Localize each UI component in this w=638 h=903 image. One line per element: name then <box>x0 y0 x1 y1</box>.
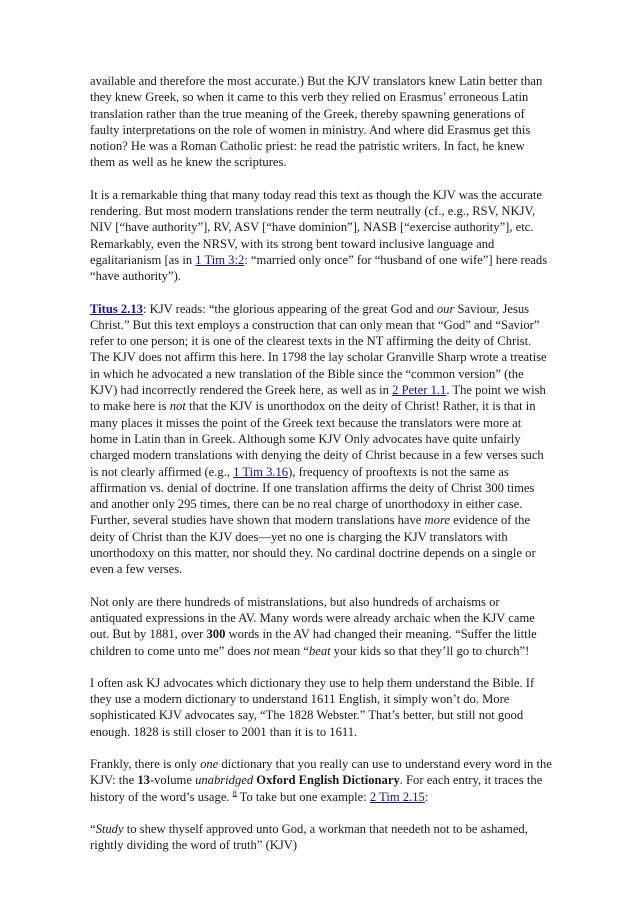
paragraph-1-text: available and therefore the most accurate.) But the KJV translators knew Latin better than they knew Greek, so when it came to this verb they relied on Erasmus’ erroneous Latin translation rather than the true meaning of the Greek, thereby spawning generations of faulty interpretations on the role of women in ministry. And where did Erasmus get this notion? He was a Roman Catholic priest: he read the patristic writers. In fact, he knew them as well as he knew the scriptures. <box>90 74 543 170</box>
paragraph-2-text: It is a remarkable thing that many today read this text as though the KJV was the accurate rendering. But most modern translations render the term neutrally (cf., e.g., RSV, NKJV, NIV [“have authority”], RV, ASV [“have dominion”], NASB [“exercise authority”], etc. Remarkably, even the NRSV, with its strong bent toward inclusive language and egalitarianism [as in <box>90 187 542 267</box>
link-1-tim-3-2[interactable]: 1 Tim 3:2 <box>195 252 245 267</box>
text-span: . For each entry, it traces the history of the word’s usage. <box>90 773 543 804</box>
text-span: mean “ <box>269 643 309 658</box>
text-span: dictionary that you really can use to understand every word in the KJV: the <box>90 756 552 788</box>
emphasis-our: our <box>436 301 455 316</box>
bold-13: 13 <box>137 773 150 788</box>
text-span: Saviour, Jesus Christ.” But this text employs a construction that can only mean that “God” and “Savior” refer to one person; it is one of the clearest texts in the NT affirming the deity of Christ. The KJV does not affirm this here. In 1798 the lay scholar Granville Sharp wrote a treatise in which he advocated a new translation of the Bible since the “common version” (the KJV) had incorrectly rendered the Greek here, as well as in <box>90 301 547 398</box>
link-2-tim-2-15[interactable]: 2 Tim 2.15 <box>369 789 425 804</box>
emphasis-more: more <box>424 513 450 528</box>
emphasis-not: not <box>253 643 270 658</box>
text-span: Not only are there hundreds of mistranslations, but also hundreds of archaisms or antiquated expressions in the AV. Many words were already archaic when the KJV came out. But by 1881, over <box>90 594 535 642</box>
emphasis-one: one <box>200 756 219 771</box>
emphasis-beat: beat <box>308 643 331 658</box>
paragraph-6 <box>90 756 552 805</box>
text-span: . The point we wish to make here is <box>90 383 546 414</box>
emphasis-not: not <box>169 399 186 414</box>
footnote-8-link[interactable]: 8 <box>232 788 237 798</box>
text-span: : KJV reads: “the glorious appearing of the great God and <box>142 301 437 316</box>
paragraph-5 <box>90 675 552 740</box>
bold-300: 300 <box>206 627 226 642</box>
text-span: -volume <box>149 773 196 788</box>
paragraph-1 <box>90 73 552 171</box>
text-span: that the KJV is unorthodox on the deity of Christ! Rather, it is that in many places it misses the point of the Greek text because the translators were more at home in Latin than in Greek. Although some KJV Only advocates have quite unfairly charged modern translations with denying the deity of Christ because in a few verses such is not clearly affirmed (e.g., <box>90 399 544 479</box>
link-titus-2-13[interactable]: Titus 2.13 <box>90 301 143 316</box>
text-span: to shew thyself approved unto God, a workman that needeth not to be ashamed, rightly dividing the word of truth” (KJV) <box>90 821 528 853</box>
text-span: evidence of the deity of Christ than the KJV does—yet no one is charging the KJV translators with unorthodoxy on this matter, nor should they. No cardinal doctrine depends on a single or even a few verses. <box>90 513 536 577</box>
text-span: your kids so that they’ll go to church”! <box>330 643 530 658</box>
text-span: words in the AV had changed their meaning. “Suffer the little children to come unto me” does <box>90 627 537 658</box>
paragraph-2 <box>90 187 552 285</box>
text-span: Frankly, there is only <box>90 756 201 771</box>
paragraph-7-quote <box>90 821 552 854</box>
text-span: : <box>424 789 429 804</box>
paragraph-2-text-end: : “married only once” for “husband of one wife”] here reads “have authority”). <box>90 252 548 284</box>
paragraph-5-text: I often ask KJ advocates which dictionary they use to help them understand the Bible. If they use a modern dictionary to understand 1611 English, it simply won’t do. More sophisticated KJV advocates say, “The 1828 Webster.” That’s better, but still not good enough. 1828 is still closer to 2001 than it is to 1611. <box>90 675 535 739</box>
text-span: To take but one example: <box>236 789 370 804</box>
link-1-tim-3-16[interactable]: 1 Tim 3.16 <box>233 464 289 479</box>
paragraph-4 <box>90 594 552 659</box>
emphasis-unabridged: unabridged <box>195 773 254 788</box>
document-page <box>90 73 552 869</box>
paragraph-3 <box>90 301 552 578</box>
text-span: ), frequency of prooftexts is not the same as affirmation vs. denial of doctrine. If one translation affirms the deity of Christ 300 times and another only 295 times, there can be no real charge of unorthodoxy in either case. Further, several studies have shown that modern translations have <box>90 464 535 528</box>
emphasis-study: Study <box>95 821 124 836</box>
text-span: “ <box>90 821 96 836</box>
link-2-peter-1-1[interactable]: 2 Peter 1.1 <box>392 383 447 398</box>
bold-oxford-english-dictionary: Oxford English Dictionary <box>256 773 400 788</box>
